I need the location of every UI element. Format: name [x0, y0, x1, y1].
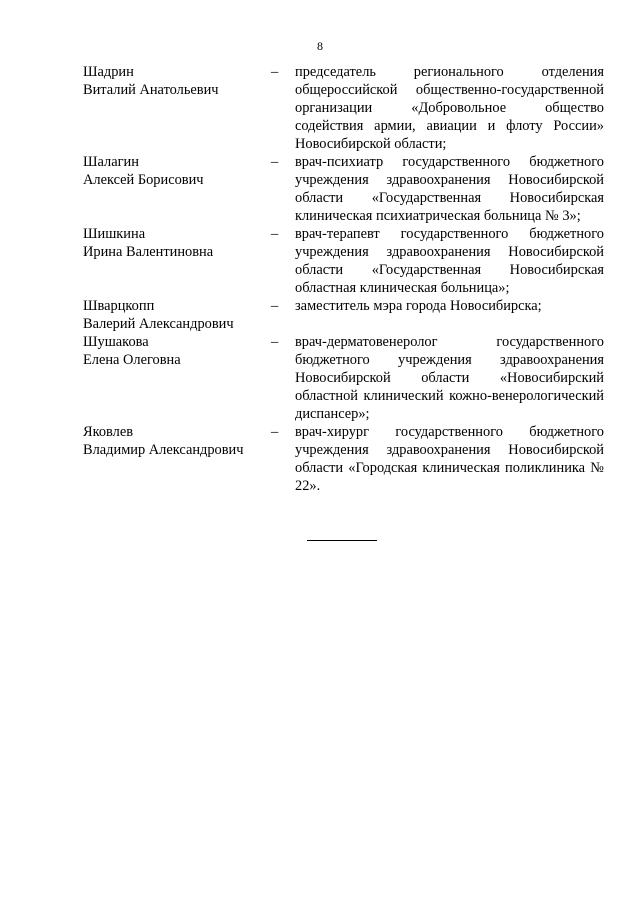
- member-entry: [83, 297, 605, 333]
- member-entry: [83, 225, 605, 297]
- page-number: 8: [317, 39, 323, 53]
- member-given-names: Алексей Борисович: [83, 172, 204, 188]
- member-given-names: Владимир Александрович: [83, 442, 244, 458]
- member-given-names: Виталий Анатольевич: [83, 82, 219, 98]
- separator-dash: –: [271, 334, 279, 350]
- member-position: врач-дерматовенеролог государственного бюджетного учреждения здравоохранения Новосибирской области «Новосибирский областной клинический кожно-венерологический диспансер»;: [295, 334, 604, 422]
- member-entry: [83, 153, 605, 225]
- separator-dash: –: [271, 154, 279, 170]
- member-position: заместитель мэра города Новосибирска;: [295, 298, 542, 314]
- member-entry: [83, 333, 605, 423]
- member-given-names: Ирина Валентиновна: [83, 244, 214, 260]
- member-name: [83, 333, 271, 369]
- member-given-names: Елена Олеговна: [83, 352, 181, 368]
- member-name: [83, 297, 271, 333]
- member-position: врач-терапевт государственного бюджетного учреждения здравоохранения Новосибирской области «Государственная Новосибирская областная клиническая больница»;: [295, 226, 604, 296]
- member-position: председатель регионального отделения общероссийской общественно-государственной организации «Добровольное общество содействия армии, авиации и флоту России» Новосибирской области;: [295, 64, 604, 152]
- member-entry: [83, 423, 605, 495]
- member-position: врач-психиатр государственного бюджетного учреждения здравоохранения Новосибирской области «Государственная Новосибирская клиническая психиатрическая больница № 3»;: [295, 154, 604, 224]
- member-surname: Шушакова: [83, 334, 149, 350]
- member-surname: Шишкина: [83, 226, 146, 242]
- separator-dash: –: [271, 64, 279, 80]
- member-surname: Шварцкопп: [83, 298, 155, 314]
- member-list: [83, 63, 605, 495]
- end-rule: [307, 540, 377, 541]
- separator-dash: –: [271, 226, 279, 242]
- member-surname: Шалагин: [83, 154, 139, 170]
- member-name: [83, 153, 271, 189]
- member-entry: [83, 63, 605, 153]
- member-name: [83, 225, 271, 261]
- member-given-names: Валерий Александрович: [83, 316, 234, 332]
- member-name: [83, 63, 271, 99]
- member-surname: Яковлев: [83, 424, 134, 440]
- member-name: [83, 423, 271, 459]
- member-surname: Шадрин: [83, 64, 134, 80]
- separator-dash: –: [271, 424, 279, 440]
- member-position: врач-хирург государственного бюджетного учреждения здравоохранения Новосибирской области «Городская клиническая поликлиника № 22».: [295, 424, 604, 494]
- separator-dash: –: [271, 298, 279, 314]
